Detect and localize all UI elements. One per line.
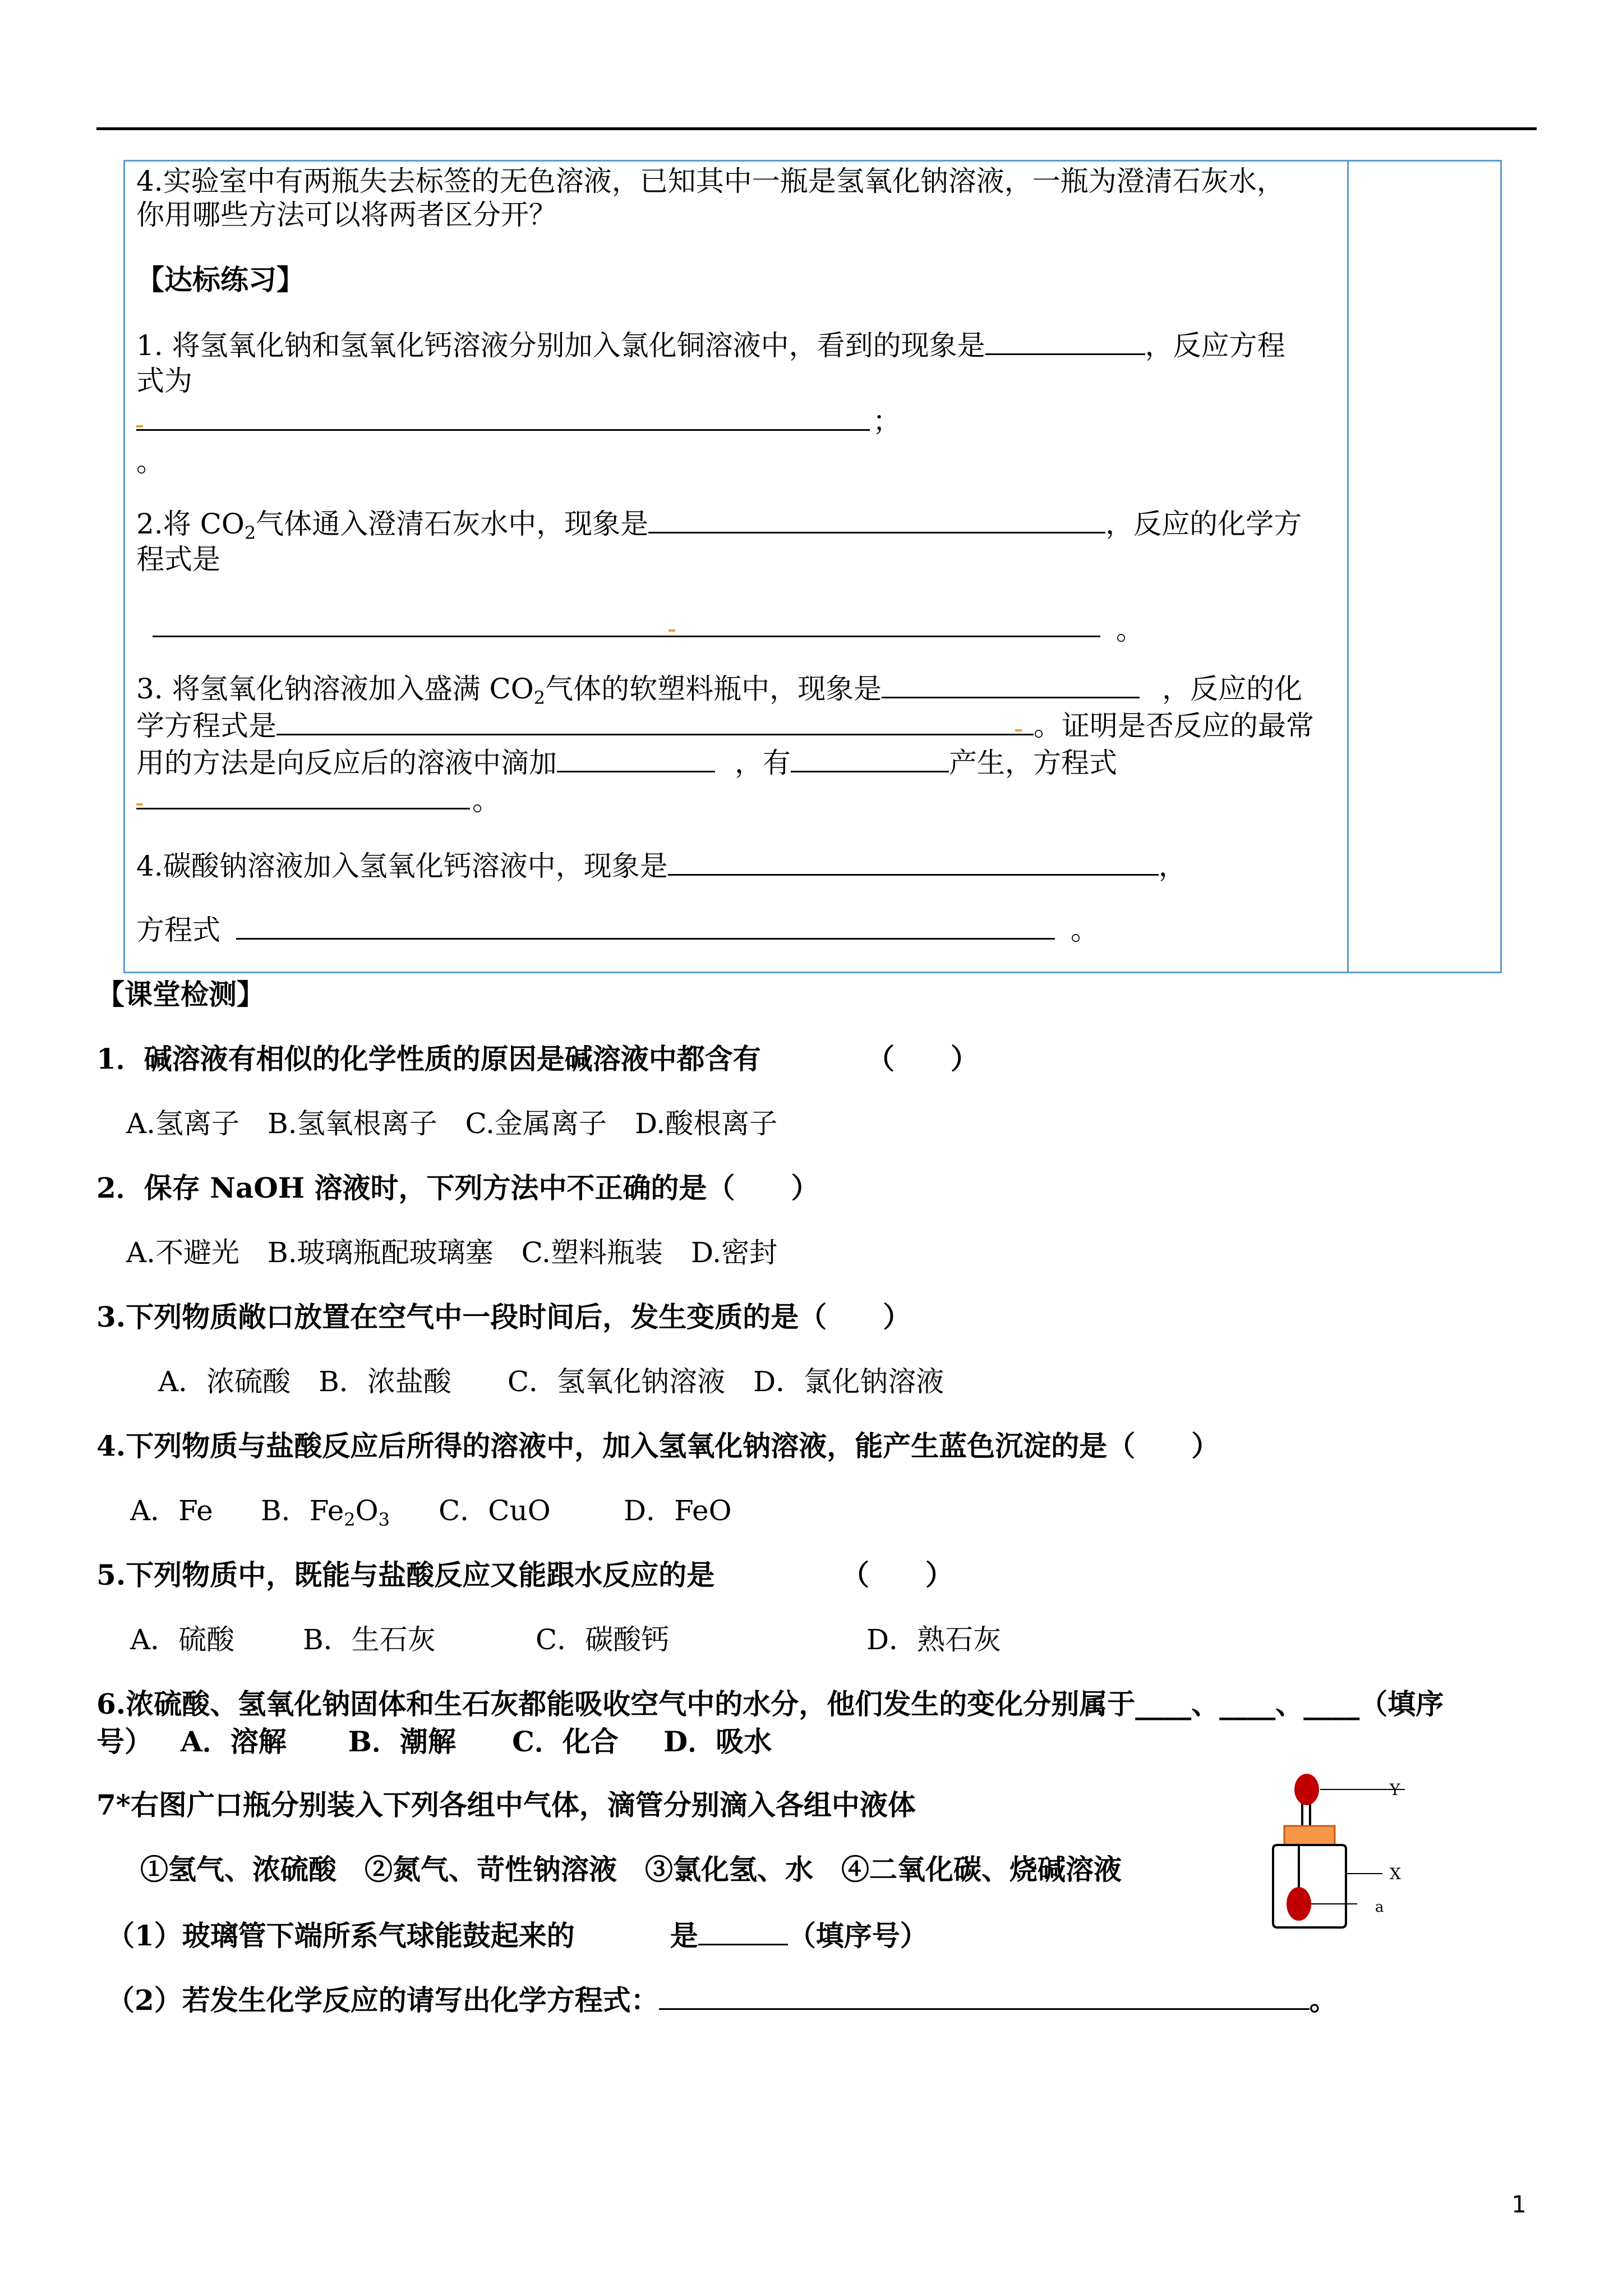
- check-question-5-option-c: C．碳酸钙: [536, 1623, 670, 1656]
- q6-text: 号）: [96, 1725, 153, 1758]
- exercise-3-text-d: 学方程式是: [136, 710, 276, 742]
- check-question-6-line-2: [96, 1723, 772, 1760]
- exercise-1-semicolon: ；: [873, 405, 901, 438]
- page-number: 1: [1511, 2191, 1527, 2218]
- figure-label-x: X: [1390, 1865, 1401, 1883]
- exercise-3-blank-reagent[interactable]: [557, 743, 715, 772]
- exercise-2-blank-equation[interactable]: [153, 636, 1100, 637]
- q6-option-b: B．潮解: [348, 1725, 457, 1758]
- exercise-4-blank-phenomenon[interactable]: [668, 846, 1159, 876]
- exercise-2-text-c: ，反应的化学方: [1105, 508, 1302, 540]
- exercise-3-text-g: ，有: [735, 747, 791, 779]
- q6-option-c: C．化合: [512, 1725, 619, 1758]
- exercise-3-blank-product[interactable]: [791, 743, 949, 772]
- check-question-7-part-1: [107, 1916, 928, 1954]
- option-b-sub-1: 2: [344, 1509, 356, 1530]
- exercise-3-blank-phenomenon[interactable]: [882, 669, 1140, 698]
- q7-1-text-b: 是: [670, 1919, 698, 1952]
- exercise-2-blank-phenomenon[interactable]: [648, 504, 1105, 533]
- check-question-1: 1．碱溶液有相似的化学性质的原因是碱溶液中都含有: [96, 1042, 761, 1075]
- mark-dot: [668, 629, 675, 632]
- exercise-1-period: 。: [136, 445, 164, 478]
- exercise-1-line-2: 式为: [136, 365, 192, 397]
- exercise-3-line-2: [136, 706, 1314, 744]
- exercise-4-line-1: [136, 846, 1187, 885]
- q7-1-text: （1）玻璃管下端所系气球能鼓起来的: [107, 1919, 575, 1952]
- bottle-stopper: [1284, 1826, 1335, 1845]
- exercise-3-blank-equation[interactable]: [276, 706, 1034, 735]
- exercise-3-period: 。: [472, 784, 500, 817]
- exercise-3-text-e: 。证明是否反应的最常: [1034, 710, 1314, 742]
- exercise-1-line-1: [136, 325, 1285, 364]
- question-4-line-1: 4.实验室中有两瓶失去标签的无色溶液，已知其中一瓶是氢氧化钠溶液，一瓶为澄清石灰水，: [136, 165, 1285, 197]
- exercise-4-line-2: [136, 910, 1099, 949]
- check-question-1-paren: （ ）: [866, 1042, 979, 1075]
- check-question-4-option-b: [261, 1492, 390, 1529]
- exercise-3-text-h: 产生，方程式: [949, 747, 1117, 779]
- exercise-3-line-1: [136, 669, 1302, 707]
- exercise-2-text-a: 2.将 CO: [136, 508, 245, 540]
- check-question-4-option-a: A．Fe: [130, 1494, 213, 1527]
- exercise-4-blank-equation[interactable]: [236, 910, 1055, 940]
- check-question-7-part-2: [107, 1980, 1338, 2019]
- exercise-3-text-c: ，反应的化: [1162, 673, 1303, 705]
- check-question-5-option-d: D．熟石灰: [866, 1623, 1002, 1656]
- option-b-text: B．Fe: [261, 1494, 344, 1527]
- check-question-5: 5.下列物质中，既能与盐酸反应又能跟水反应的是: [96, 1558, 715, 1591]
- exercise-4-text-a: 4.碳酸钠溶液加入氢氧化钙溶液中，现象是: [136, 850, 668, 882]
- q7-1-blank[interactable]: [698, 1916, 788, 1945]
- table-column-divider: [1347, 162, 1349, 972]
- exercise-1-text: 1. 将氢氧化钠和氢氧化钙溶液分别加入氯化铜溶液中，看到的现象是: [136, 329, 985, 362]
- header-rule: [96, 127, 1537, 130]
- check-question-3-options: A．浓硫酸 B．浓盐酸 C．氢氧化钠溶液 D．氯化钠溶液: [158, 1365, 944, 1398]
- bottle-body: [1273, 1845, 1346, 1927]
- check-question-4-option-c: C．CuO: [439, 1494, 551, 1527]
- bottle-apparatus-figure: [1251, 1767, 1419, 1935]
- mark-dot: [136, 425, 143, 427]
- q6-option-a: A．溶解: [181, 1725, 287, 1758]
- mark-dot: [136, 803, 143, 806]
- option-b-sub-2: 3: [378, 1509, 390, 1530]
- section-title-check: 【课堂检测】: [96, 978, 265, 1011]
- q7-2-period: 。: [1309, 1984, 1338, 2017]
- q6-option-d: D．吸水: [663, 1725, 772, 1758]
- check-question-7: 7*右图广口瓶分别装入下列各组中气体，滴管分别滴入各组中液体: [96, 1788, 916, 1821]
- check-question-2-options: A.不避光 B.玻璃瓶配玻璃塞 C.塑料瓶装 D.密封: [126, 1236, 778, 1269]
- exercise-1-blank-phenomenon[interactable]: [985, 325, 1145, 355]
- q7-2-blank[interactable]: [659, 1980, 1310, 2010]
- exercise-1-blank-equation[interactable]: [136, 429, 870, 431]
- exercise-4-period: 。: [1071, 914, 1099, 946]
- exercise-3-line-3: [136, 743, 1117, 781]
- option-b-text-2: O: [355, 1494, 379, 1527]
- check-question-7-options: ①氢气、浓硫酸 ②氮气、苛性钠溶液 ③氯化氢、水 ④二氧化碳、烧碱溶液: [140, 1853, 1122, 1886]
- exercise-2-subscript: 2: [244, 522, 256, 544]
- q7-1-text-c: （填序号）: [787, 1919, 928, 1952]
- exercise-3-text-b: 气体的软塑料瓶中，现象是: [545, 673, 882, 705]
- exercise-1-text-b: ，反应方程: [1145, 329, 1285, 362]
- exercise-2-text-b: 气体通入澄清石灰水中，现象是: [256, 508, 649, 540]
- exercise-4-text-b: ，: [1158, 850, 1187, 882]
- q7-2-text: （2）若发生化学反应的请写出化学方程式：: [107, 1984, 659, 2017]
- check-question-4-option-d: D．FeO: [624, 1494, 732, 1527]
- exercise-3-blank-equation-2[interactable]: [136, 808, 470, 809]
- balloon: [1287, 1887, 1311, 1921]
- exercise-4-text-c: 方程式: [136, 914, 220, 946]
- check-question-5-option-a: A．硫酸: [130, 1623, 235, 1656]
- check-question-4: 4.下列物质与盐酸反应后所得的溶液中，加入氢氧化钠溶液，能产生蓝色沉淀的是（ ）: [96, 1429, 1220, 1462]
- check-question-2: 2．保存 NaOH 溶液时，下列方法中不正确的是（ ）: [96, 1171, 819, 1204]
- exercise-2-period: 。: [1116, 614, 1144, 646]
- mark-dot: [1015, 729, 1022, 731]
- dropper-bulb-y: [1294, 1774, 1319, 1805]
- figure-label-y: Y: [1390, 1780, 1400, 1799]
- exercise-3-text-a: 3. 将氢氧化钠溶液加入盛满 CO: [136, 673, 534, 705]
- exercise-2-line-1: [136, 504, 1302, 542]
- exercise-2-line-2: 程式是: [136, 543, 220, 576]
- check-question-5-paren: （ ）: [841, 1558, 953, 1591]
- question-4-line-2: 你用哪些方法可以将两者区分开？: [136, 199, 557, 231]
- figure-label-a: a: [1375, 1899, 1384, 1916]
- exercise-3-text-f: 用的方法是向反应后的溶液中滴加: [136, 747, 557, 779]
- check-question-6-line-1: 6.浓硫酸、氢氧化钠固体和生石灰都能吸收空气中的水分，他们发生的变化分别属于____、____、____（填序: [96, 1687, 1444, 1720]
- check-question-1-options: A.氢离子 B.氢氧根离子 C.金属离子 D.酸根离子: [126, 1107, 778, 1140]
- check-question-3: 3.下列物质敞口放置在空气中一段时间后，发生变质的是（ ）: [96, 1300, 911, 1333]
- exercise-3-subscript: 2: [533, 687, 546, 708]
- section-title-practice: 【达标练习】: [136, 263, 305, 296]
- check-question-5-option-b: B．生石灰: [303, 1623, 436, 1656]
